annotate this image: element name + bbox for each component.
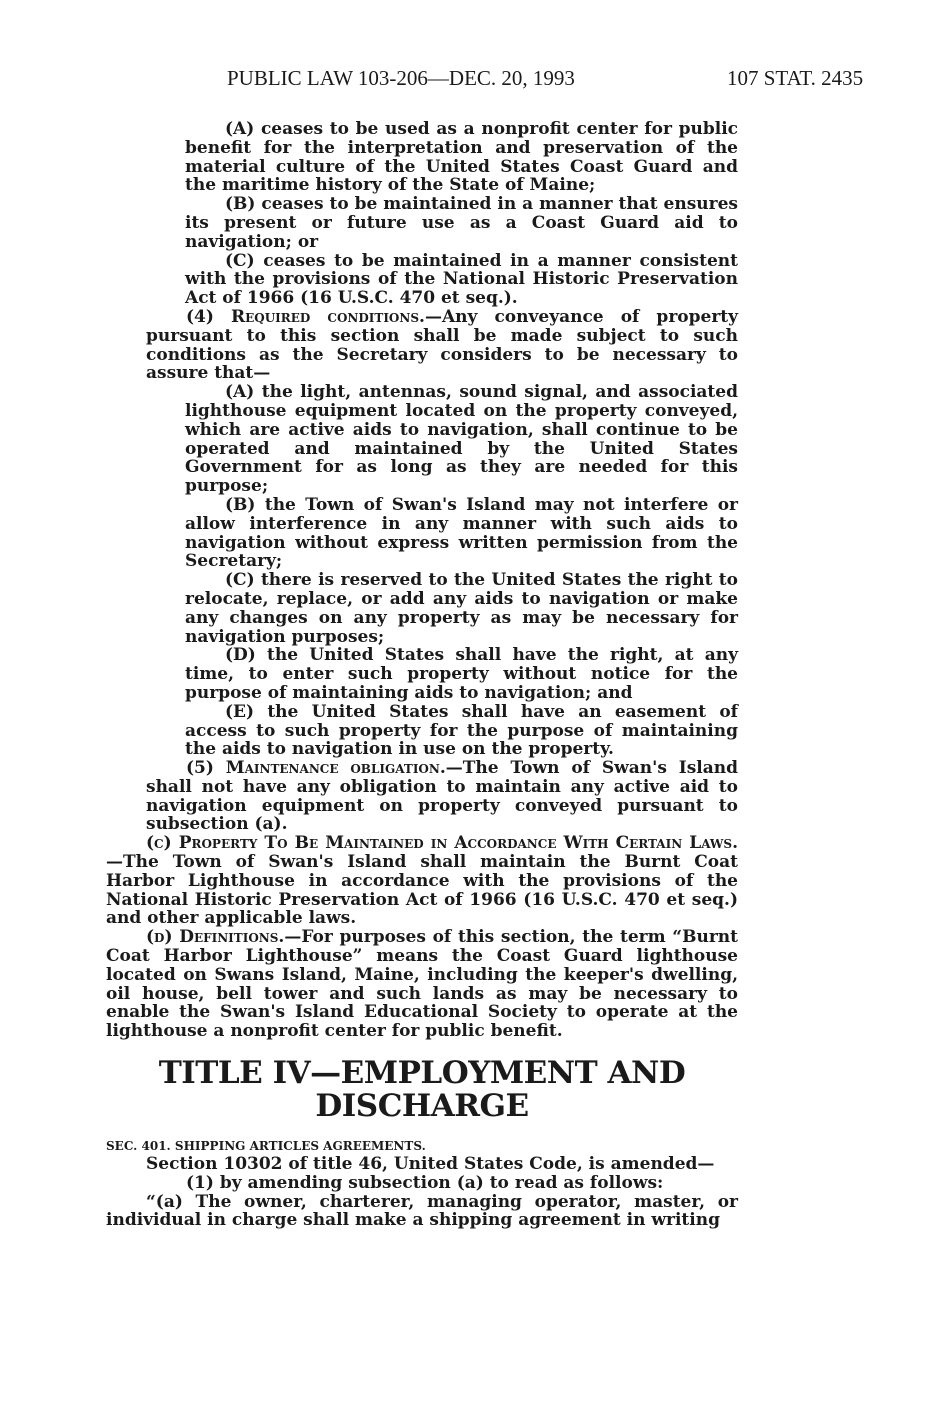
paragraph-3b: (B) ceases to be maintained in a manner that ensures its present or future use as a Coast Guard aid to navigation; or [185, 194, 738, 252]
subsection-c [106, 834, 738, 928]
title-line-2: DISCHARGE [315, 1088, 529, 1125]
paragraph-4-heading: (4) Required conditions. [186, 306, 425, 327]
paragraph-4e: (E) the United States shall have an easement of access to such property for the purpose of maintaining the aids to navigation in use on the property. [185, 701, 738, 760]
subsection-d-heading: (d) Definitions. [146, 927, 285, 948]
section-401-intro: Section 10302 of title 46, United States Code, is amended— [146, 1154, 715, 1175]
subsection-c-heading: (c) Property To Be Maintained in Accordance With Certain Laws. [146, 833, 738, 854]
section-401-quote: “(a) The owner, charterer, managing operator, master, or individual in charge shall make a shipping agreement in writing [106, 1191, 738, 1231]
page-header [0, 66, 948, 96]
paragraph-5-text: —The Town of Swan's Island shall not have any obligation to maintain any active aid to navigation equipment on property conveyed pursuant to subsection (a). [146, 758, 738, 835]
subsection-d [106, 928, 738, 1041]
paragraph-3a: (A) ceases to be used as a nonprofit center for public benefit for the interpretation and preservation of the material culture of the United States Coast Guard and the maritime history of the State of Maine; [185, 119, 738, 196]
paragraph-5-heading: (5) Maintenance obligation. [186, 758, 446, 779]
body-text [106, 120, 738, 1230]
paragraph-5 [106, 759, 738, 834]
subsection-c-text: —The Town of Swan's Island shall maintain the Burnt Coat Harbor Lighthouse in accordance with the provisions of the National Historic Preservation Act of 1966 (16 U.S.C. 470 et seq.) and other applicable laws. [106, 852, 738, 929]
title-line-1: TITLE IV—EMPLOYMENT AND [158, 1055, 686, 1092]
title-heading [106, 1057, 738, 1123]
section-401-heading: SEC. 401. SHIPPING ARTICLES AGREEMENTS. [106, 1139, 426, 1154]
section-401-item-1: (1) by amending subsection (a) to read as follows: [186, 1172, 664, 1193]
subsection-d-text: —For purposes of this section, the term “Burnt Coat Harbor Lighthouse” means the Coast Guard lighthouse located on Swans Island, Maine, including the keeper's dwelling, oil house, bell tower and such lands as may be necessary to enable the Swan's Island Educational Society to operate at the lighthouse a nonprofit center for public benefit. [106, 927, 738, 1042]
paragraph-4b: (B) the Town of Swan's Island may not interfere or allow interference in any manner with such aids to navigation without express written permission from the Secretary; [185, 494, 738, 572]
paragraph-4c: (C) there is reserved to the United States the right to relocate, replace, or add any aids to navigation or make any changes on any property as may be necessary for navigation purposes; [185, 570, 738, 647]
law-citation: PUBLIC LAW 103-206—DEC. 20, 1993 [227, 66, 575, 90]
paragraph-4d: (D) the United States shall have the right, at any time, to enter such property without notice for the purpose of maintaining aids to navigation; and [185, 645, 738, 703]
paragraph-3c: (C) ceases to be maintained in a manner consistent with the provisions of the National Historic Preservation Act of 1966 (16 U.S.C. 470 et seq.). [185, 250, 738, 309]
paragraph-4 [106, 308, 738, 383]
statute-page: 107 STAT. 2435 [727, 66, 864, 90]
paragraph-4-text: —Any conveyance of property pursuant to this section shall be made subject to such conditions as the Secretary considers to be necessary to assure that— [146, 306, 739, 384]
paragraph-4a: (A) the light, antennas, sound signal, and associated lighthouse equipment located on the property conveyed, which are active aids to navigation, shall continue to be operated and maintained by the United States Government for as long as they are needed for this purpose; [185, 382, 738, 497]
